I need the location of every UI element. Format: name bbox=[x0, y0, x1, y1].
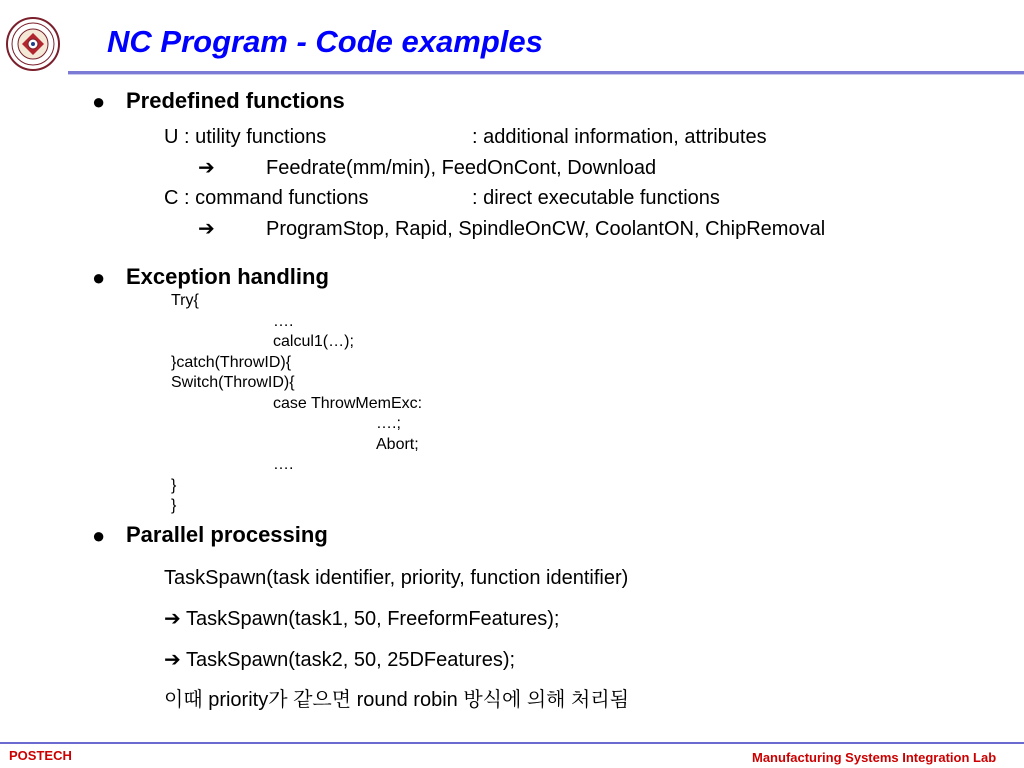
code-line: ….; bbox=[376, 415, 401, 432]
taskspawn-signature: TaskSpawn(task identifier, priority, function identifier) bbox=[164, 567, 629, 589]
utility-functions-label: U : utility functions bbox=[164, 126, 327, 148]
arrow-right-icon: ➔ bbox=[198, 218, 215, 240]
code-line: case ThrowMemExc: bbox=[273, 395, 423, 412]
utility-functions-examples: Feedrate(mm/min), FeedOnCont, Download bbox=[266, 157, 657, 179]
code-line: } bbox=[171, 477, 177, 494]
code-line: } bbox=[171, 497, 177, 514]
command-functions-label: C : command functions bbox=[164, 187, 369, 209]
bullet-icon: ● bbox=[92, 265, 106, 290]
priority-note: 이때 priority가 같으면 round robin 방식에 의해 처리됨 bbox=[164, 689, 630, 711]
utility-functions-desc: : additional information, attributes bbox=[472, 126, 767, 148]
code-line: Abort; bbox=[376, 436, 419, 453]
bullet-icon: ● bbox=[92, 523, 106, 548]
section-heading-exception: Exception handling bbox=[126, 264, 329, 289]
code-line: …. bbox=[273, 313, 294, 330]
code-line: Try{ bbox=[171, 292, 199, 309]
arrow-right-icon: ➔ bbox=[164, 608, 181, 630]
code-line: Switch(ThrowID){ bbox=[171, 374, 295, 391]
section-heading-parallel: Parallel processing bbox=[126, 522, 328, 547]
code-line: }catch(ThrowID){ bbox=[171, 354, 292, 371]
section-heading-predefined: Predefined functions bbox=[126, 88, 345, 113]
command-functions-examples: ProgramStop, Rapid, SpindleOnCW, CoolantON, ChipRemoval bbox=[266, 218, 826, 240]
arrow-right-icon: ➔ bbox=[164, 649, 181, 671]
footer-divider bbox=[0, 742, 1024, 744]
slide-title: NC Program - Code examples bbox=[107, 24, 543, 59]
header-divider bbox=[68, 71, 1024, 75]
university-seal-logo bbox=[5, 16, 61, 72]
arrow-right-icon: ➔ bbox=[198, 157, 215, 179]
command-functions-desc: : direct executable functions bbox=[472, 187, 720, 209]
taskspawn-example-2: TaskSpawn(task2, 50, 25DFeatures); bbox=[186, 649, 516, 671]
taskspawn-example-1: TaskSpawn(task1, 50, FreeformFeatures); bbox=[186, 608, 560, 630]
footer-institution: POSTECH bbox=[9, 748, 72, 763]
footer-lab-name: Manufacturing Systems Integration Lab bbox=[752, 750, 997, 765]
code-line: …. bbox=[273, 456, 294, 473]
bullet-icon: ● bbox=[92, 89, 106, 114]
code-line: calcul1(…); bbox=[273, 333, 354, 350]
